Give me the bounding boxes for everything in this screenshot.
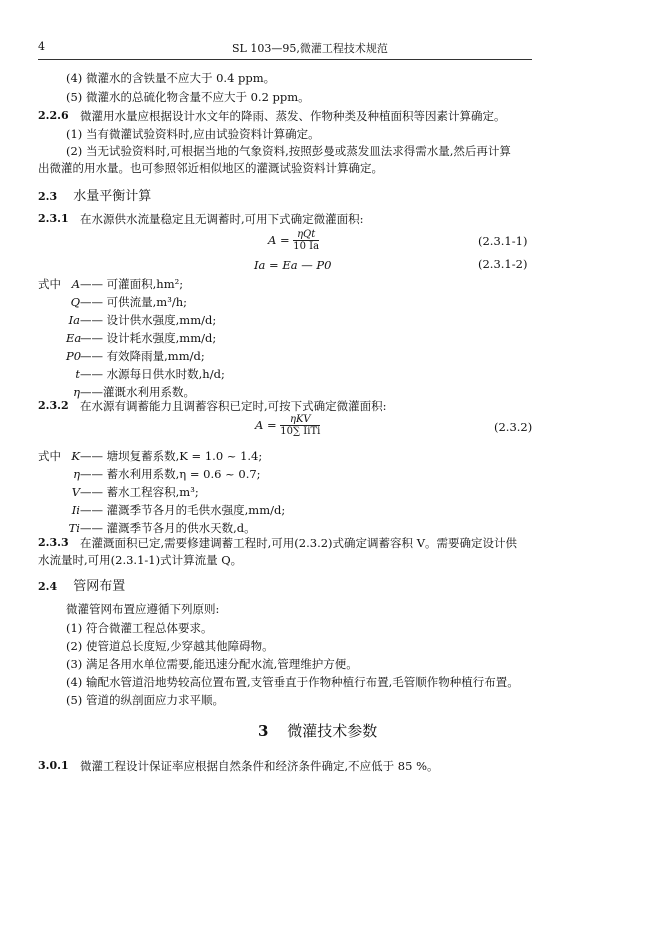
section-2-3-heading <box>38 185 151 204</box>
clause-2-3-3-number: 2.3.3 <box>38 536 69 549</box>
equation-2-3-1-1 <box>268 229 319 253</box>
where1-item-t: t—— 水源每日供水时数,h/d; <box>75 367 225 381</box>
clause-2-3-3-text-a: 在灌溉面积已定,需要修建调蓄工程时,可用(2.3.2)式确定调蓄容积 V。需要确定设计供 <box>80 536 518 550</box>
page-number: 4 <box>38 40 45 53</box>
eq1-lhs: A = <box>268 233 290 247</box>
chapter-3-number: 3 <box>258 722 269 740</box>
where1-item-A: A—— 可灌面积,hm²; <box>71 277 184 291</box>
equation-2-3-2 <box>255 414 320 438</box>
item-iron-content: (4) 微灌水的含铁量不应大于 0.4 ppm。 <box>66 71 276 85</box>
where-list-1 <box>66 276 225 402</box>
equation-number-2-3-2: (2.3.2) <box>494 420 533 434</box>
eq2-3-2-fraction <box>280 414 320 438</box>
chapter-3-heading <box>258 720 377 741</box>
clause-2-3-2-number: 2.3.2 <box>38 399 69 412</box>
clause-2-2-6-item-1: (1) 当有微灌试验资料时,应由试验资料计算确定。 <box>66 127 320 141</box>
where1-item-Ea: Ea—— 设计耗水强度,mm/d; <box>66 331 217 345</box>
eq2-3-2-denominator: 10∑ IiTi <box>280 426 321 437</box>
where2-item-K: K—— 塘坝复蓄系数,K = 1.0 ~ 1.4; <box>71 449 263 463</box>
section-2-4-item-2: (2) 使管道总长度短,少穿越其他障碍物。 <box>66 639 274 653</box>
clause-2-2-6-text: 微灌用水量应根据设计水文年的降雨、蒸发、作物种类及种植面积等因素计算确定。 <box>80 109 506 123</box>
where1-item-Ia: Ia—— 设计供水强度,mm/d; <box>68 313 217 327</box>
where-list-2 <box>66 448 285 538</box>
where2-item-Ti: Ti—— 灌溉季节各月的供水天数,d。 <box>68 521 256 535</box>
clause-2-3-1-text: 在水源供水流量稳定且无调蓄时,可用下式确定微灌面积: <box>80 212 364 226</box>
equation-number-2-3-1-1: (2.3.1-1) <box>478 234 528 248</box>
where1-item-Q: Q—— 可供流量,m³/h; <box>70 295 187 309</box>
equation-number-2-3-1-2: (2.3.1-2) <box>478 257 528 271</box>
where2-item-eta: η—— 蓄水利用系数,η = 0.6 ~ 0.7; <box>73 467 261 481</box>
clause-2-2-6-item-2b: 出微灌的用水量。也可参照邻近相似地区的灌溉试验资料计算确定。 <box>38 161 383 175</box>
clause-2-3-2-text: 在水源有调蓄能力且调蓄容积已定时,可按下式确定微灌面积: <box>80 399 387 413</box>
clause-3-0-1-text: 微灌工程设计保证率应根据自然条件和经济条件确定,不应低于 85 %。 <box>80 759 439 773</box>
where-label-2: 式中 <box>38 449 61 463</box>
eq1-fraction <box>293 229 319 253</box>
where-label-1: 式中 <box>38 277 61 291</box>
clause-2-2-6-number: 2.2.6 <box>38 109 69 122</box>
where2-item-V: V—— 蓄水工程容积,m³; <box>71 485 199 499</box>
section-2-4-item-5: (5) 管道的纵剖面应力求平顺。 <box>66 693 224 707</box>
clause-2-3-3-text-b: 水流量时,可用(2.3.1-1)式计算流量 Q。 <box>38 553 243 567</box>
eq1-numerator: ηQt <box>293 229 319 241</box>
clause-3-0-1-number: 3.0.1 <box>38 759 69 772</box>
section-2-4-heading <box>38 575 125 594</box>
section-2-3-number: 2.3 <box>38 190 58 203</box>
eq2-3-2-numerator: ηKV <box>280 414 320 426</box>
header-rule <box>38 59 532 60</box>
clause-2-3-1-number: 2.3.1 <box>38 212 69 225</box>
section-2-4-item-4: (4) 输配水管道沿地势较高位置布置,支管垂直于作物种植行布置,毛管顺作物种植行布置。 <box>66 675 519 689</box>
equation-2-3-1-2: Ia = Ea — P0 <box>254 258 332 272</box>
where2-item-Ii: Ii—— 灌溉季节各月的毛供水强度,mm/d; <box>71 503 286 517</box>
section-2-4-number: 2.4 <box>38 580 58 593</box>
eq1-denominator: 10 Ia <box>293 241 320 252</box>
where1-item-eta: η——灌溉水利用系数。 <box>73 385 195 399</box>
chapter-3-title: 微灌技术参数 <box>287 722 378 740</box>
section-2-4-title: 管网布置 <box>73 579 126 594</box>
eq2-3-2-lhs: A = <box>255 418 277 432</box>
where1-item-P0: P0—— 有效降雨量,mm/d; <box>66 349 205 363</box>
running-header: SL 103—95,微灌工程技术规范 <box>232 42 388 55</box>
section-2-4-intro: 微灌管网布置应遵循下列原则: <box>66 602 220 616</box>
section-2-4-item-3: (3) 满足各用水单位需要,能迅速分配水流,管理维护方便。 <box>66 657 358 671</box>
section-2-4-item-1: (1) 符合微灌工程总体要求。 <box>66 621 213 635</box>
item-sulfide-content: (5) 微灌水的总硫化物含量不应大于 0.2 ppm。 <box>66 90 310 104</box>
section-2-3-title: 水量平衡计算 <box>73 189 152 204</box>
clause-2-2-6-item-2a: (2) 当无试验资料时,可根据当地的气象资料,按照彭曼或蒸发皿法求得需水量,然后再计算 <box>66 144 511 158</box>
